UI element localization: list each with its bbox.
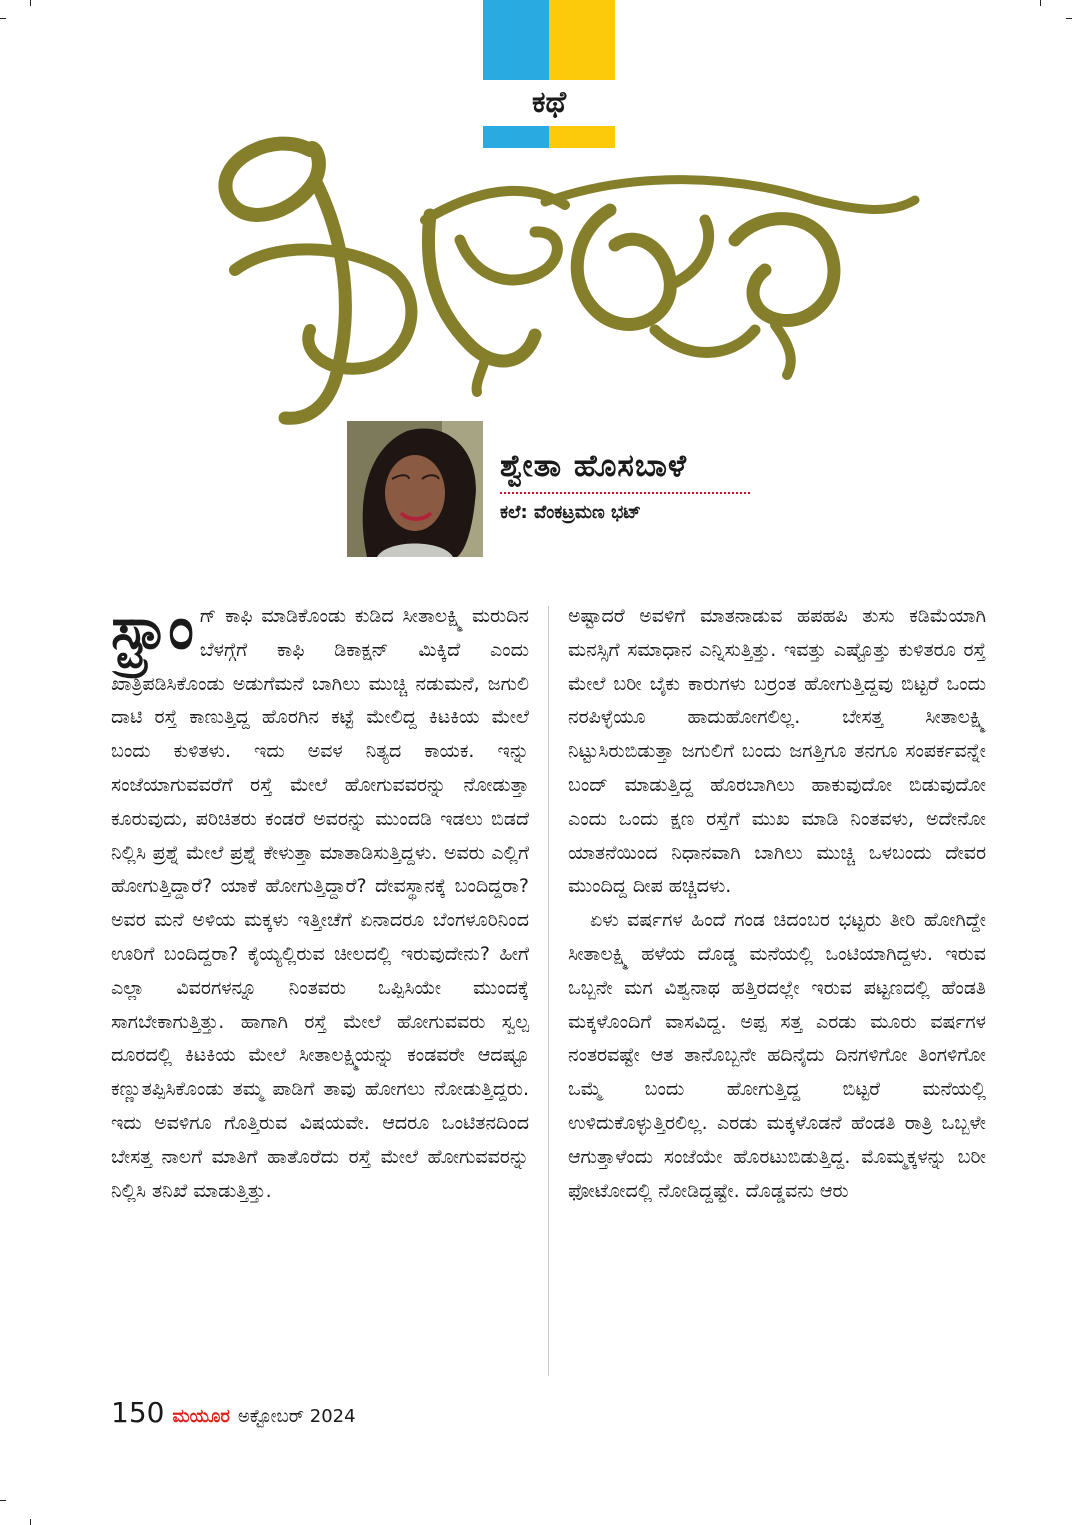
crop-mark	[1066, 18, 1072, 19]
drop-cap: ಸ್ಟ್ರಾಂ	[111, 594, 194, 662]
article-paragraph: ಏಳು ವರ್ಷಗಳ ಹಿಂದೆ ಗಂಡ ಚಿದಂಬರ ಭಟ್ಟರು ತೀರಿ ಹೋಗಿದ್ದೇ ಸೀತಾಲಕ್ಷ್ಮಿ ಹಳೆಯ ದೊಡ್ಡ ಮನೆಯಲ್ಲಿ ಒಂಟಿಯಾಗಿದ್ದಳು. ಇರುವ ಒಬ್ಬನೇ ಮಗ ವಿಶ್ವನಾಥ ಹತ್ತಿರದಲ್ಲೇ ಇರುವ ಪಟ್ಟಣದಲ್ಲಿ ಹೆಂಡತಿ ಮಕ್ಕಳೊಂದಿಗೆ ವಾಸವಿದ್ದ. ಅಪ್ಪ ಸತ್ತ ಎರಡು ಮೂರು ವರ್ಷಗಳ ನಂತರವಷ್ಟೇ ಆತ ತಾನೊಬ್ಬನೇ ಹದಿನೈದು ದಿನಗಳಿಗೋ ತಿಂಗಳಿಗೋ ಒಮ್ಮೆ ಬಂದು ಹೋಗುತ್ತಿದ್ದ ಬಿಟ್ಟರೆ ಮನೆಯಲ್ಲಿ ಉಳಿದುಕೊಳ್ಳುತ್ತಿರಲಿಲ್ಲ. ಎರಡು ಮಕ್ಕಳೊಡನೆ ಹೆಂಡತಿ ರಾತ್ರಿ ಒಬ್ಬಳೇ ಆಗುತ್ತಾಳೆಂದು ಸಂಜೆಯೇ ಹೊರಟುಬಿಡುತ್ತಿದ್ದ. ಮೊಮ್ಮಕ್ಕಳನ್ನು ಬರೀ ಫೋಟೋದಲ್ಲಿ ನೋಡಿದ್ದಷ್ಟೇ. ದೊಡ್ಡವನು ಆರು	[568, 909, 986, 1202]
article-paragraph	[111, 594, 529, 1208]
author-name: ಶ್ವೇತಾ ಹೊಸಬಾಳೆ	[500, 448, 688, 484]
crop-mark	[1040, 0, 1041, 6]
crop-mark	[30, 0, 31, 6]
article-column-left	[111, 594, 529, 1208]
author-photo	[347, 421, 483, 557]
story-title-calligraphy	[215, 120, 920, 430]
title-brush-art	[215, 120, 920, 430]
crop-mark	[30, 1519, 31, 1525]
paragraph-text: ಗ್ ಕಾಫಿ ಮಾಡಿಕೊಂಡು ಕುಡಿದ ಸೀತಾಲಕ್ಷ್ಮಿ ಮರುದಿನ ಬೆಳಗ್ಗೆಗೆ ಕಾಫಿ ಡಿಕಾಕ್ಷನ್ ಮಿಕ್ಕಿದೆ ಎಂದು ಖಾತ್ರಿಪಡಿಸಿಕೊಂಡು ಅಡುಗೆಮನೆ ಬಾಗಿಲು ಮುಚ್ಚಿ ನಡುಮನೆ, ಜಗುಲಿ ದಾಟಿ ರಸ್ತೆ ಕಾಣುತ್ತಿದ್ದ ಹೊರಗಿನ ಕಟ್ಟೆ ಮೇಲಿದ್ದ ಕಿಟಕಿಯ ಮೇಲೆ ಬಂದು ಕುಳಿತಳು. ಇದು ಅವಳ ನಿತ್ಯದ ಕಾಯಕ. ಇನ್ನು ಸಂಜೆಯಾಗುವವರೆಗೆ ರಸ್ತೆ ಮೇಲೆ ಹೋಗುವವರನ್ನು ನೋಡುತ್ತಾ ಕೂರುವುದು, ಪರಿಚಿತರು ಕಂಡರೆ ಅವರನ್ನು ಮುಂದಡಿ ಇಡಲು ಬಿಡದೆ ನಿಲ್ಲಿಸಿ ಪ್ರಶ್ನೆ ಮೇಲೆ ಪ್ರಶ್ನೆ ಕೇಳುತ್ತಾ ಮಾತಾಡಿಸುತ್ತಿದ್ದಳು. ಅವರು ಎಲ್ಲಿಗೆ ಹೋಗುತ್ತಿದ್ದಾರೆ? ಯಾಕೆ ಹೋಗುತ್ತಿದ್ದಾರೆ? ದೇವಸ್ಥಾನಕ್ಕೆ ಬಂದಿದ್ದರಾ? ಅವರ ಮನೆ ಅಳಿಯ ಮಕ್ಕಳು ಇತ್ತೀಚೆಗೆ ಏನಾದರೂ ಬೆಂಗಳೂರಿನಿಂದ ಊರಿಗೆ ಬಂದಿದ್ದರಾ? ಕೈಯ್ಯಲ್ಲಿರುವ ಚೀಲದಲ್ಲಿ ಇರುವುದೇನು? ಹೀಗೆ ಎಲ್ಲಾ ವಿವರಗಳನ್ನೂ ನಿಂತವರು ಒಪ್ಪಿಸಿಯೇ ಮುಂದಕ್ಕೆ ಸಾಗಬೇಕಾಗುತ್ತಿತ್ತು. ಹಾಗಾಗಿ ರಸ್ತೆ ಮೇಲೆ ಹೋಗುವವರು ಸ್ವಲ್ಪ ದೂರದಲ್ಲಿ ಕಿಟಕಿಯ ಮೇಲೆ ಸೀತಾಲಕ್ಷ್ಮಿಯನ್ನು ಕಂಡವರೇ ಆದಷ್ಟೂ ಕಣ್ಣುತಪ್ಪಿಸಿಕೊಂಡು ತಮ್ಮ ಪಾಡಿಗೆ ತಾವು ಹೋಗಲು ನೋಡುತ್ತಿದ್ದರು. ಇದು ಅವಳಿಗೂ ಗೊತ್ತಿರುವ ವಿಷಯವೇ. ಆದರೂ ಒಂಟಿತನದಿಂದ ಬೇಸತ್ತ ನಾಲಗೆ ಮಾತಿಗೆ ಹಾತೊರೆದು ರಸ್ತೆ ಮೇಲೆ ಹೋಗುವವರನ್ನು ನಿಲ್ಲಿಸಿ ತನಿಖೆ ಮಾಡುತ್ತಿತ್ತು.	[111, 605, 529, 1202]
author-dotted-rule	[500, 492, 750, 494]
crop-mark	[0, 18, 6, 19]
page-footer	[111, 1396, 356, 1429]
magazine-logo: ಮಯೂರ	[172, 1406, 230, 1427]
section-tag-bar-top	[483, 0, 615, 80]
issue-date: ಅಕ್ಟೋಬರ್ 2024	[237, 1406, 356, 1427]
article-column-right	[568, 600, 986, 1208]
column-divider	[548, 606, 549, 1376]
tag-blue-block	[483, 0, 549, 80]
illustration-credit: ಕಲೆ: ವೆಂಕಟ್ರಮಣ ಭಟ್	[500, 502, 641, 523]
page-number: 150	[111, 1396, 165, 1429]
author-portrait-illustration	[347, 421, 483, 557]
crop-mark	[0, 1500, 6, 1501]
tag-yellow-block	[549, 0, 615, 80]
section-tag-label: ಕಥೆ	[531, 85, 567, 120]
article-paragraph: ಅಷ್ಟಾದರೆ ಅವಳಿಗೆ ಮಾತನಾಡುವ ಹಪಹಪಿ ತುಸು ಕಡಿಮೆಯಾಗಿ ಮನಸ್ಸಿಗೆ ಸಮಾಧಾನ ಎನ್ನಿಸುತ್ತಿತ್ತು. ಇವತ್ತು ಎಷ್ಟೊತ್ತು ಕುಳಿತರೂ ರಸ್ತೆ ಮೇಲೆ ಬರೀ ಬೈಕು ಕಾರುಗಳು ಬರ್ರಂತ ಹೋಗುತ್ತಿದ್ದವು ಬಿಟ್ಟರೆ ಒಂದು ನರಪಿಳ್ಳೆಯೂ ಹಾದುಹೋಗಲಿಲ್ಲ. ಬೇಸತ್ತ ಸೀತಾಲಕ್ಷ್ಮಿ ನಿಟ್ಟುಸಿರುಬಿಡುತ್ತಾ ಜಗುಲಿಗೆ ಬಂದು ಜಗತ್ತಿಗೂ ತನಗೂ ಸಂಪರ್ಕವನ್ನೇ ಬಂದ್ ಮಾಡುತ್ತಿದ್ದ ಹೊರಬಾಗಿಲು ಹಾಕುವುದೋ ಬಿಡುವುದೋ ಎಂದು ಒಂದು ಕ್ಷಣ ರಸ್ತೆಗೆ ಮುಖ ಮಾಡಿ ನಿಂತವಳು, ಅದೇನೋ ಯಾತನೆಯಿಂದ ನಿಧಾನವಾಗಿ ಬಾಗಿಲು ಮುಚ್ಚಿ ಒಳಬಂದು ದೇವರ ಮುಂದಿದ್ದ ದೀಪ ಹಚ್ಚಿದಳು.	[568, 605, 986, 898]
